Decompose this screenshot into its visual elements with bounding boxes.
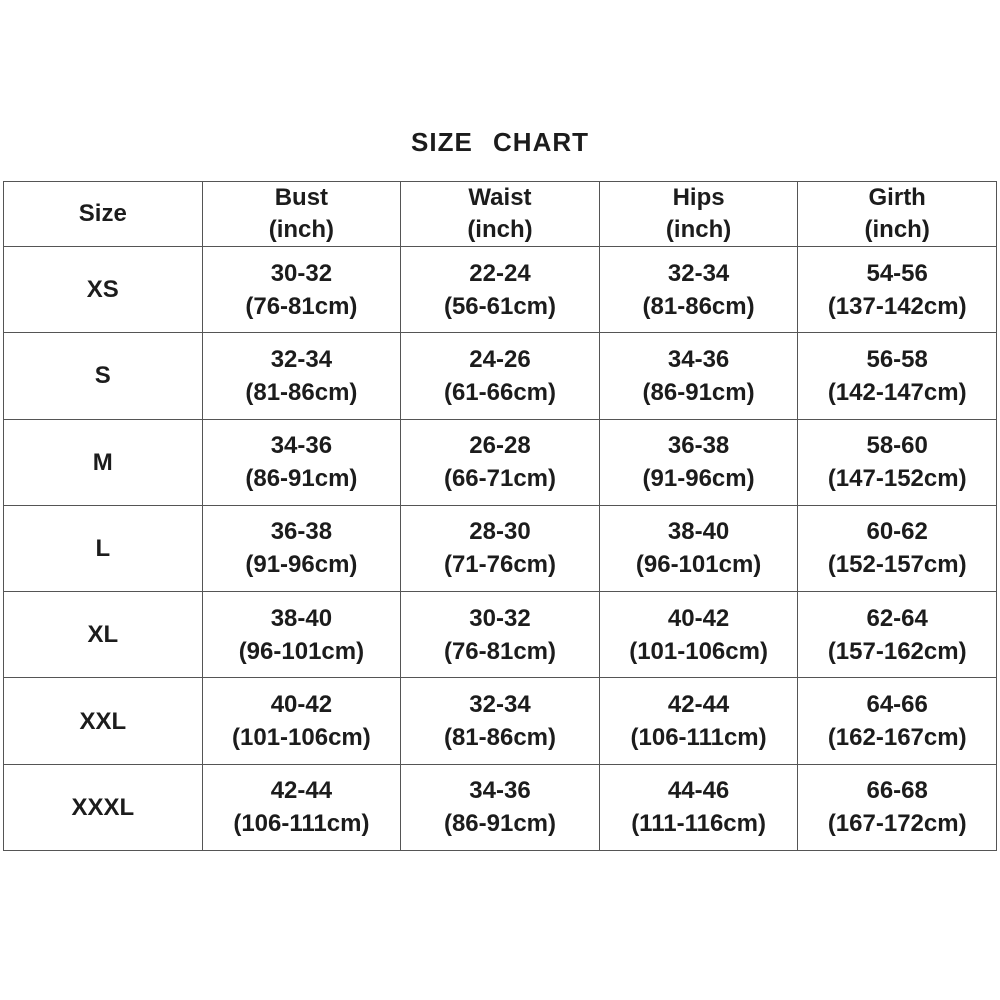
measurement-line: 22-24 [469, 259, 531, 287]
measurement-line: 36-38 [270, 518, 333, 546]
measurement-line: 24-26 [469, 345, 531, 373]
measurement-cell [599, 419, 798, 505]
measurement-line: (106-111cm) [233, 810, 370, 838]
column-header-line: Girth [868, 184, 926, 211]
measurement-line: (96-101cm) [238, 637, 365, 665]
measurement-cell [599, 505, 798, 591]
measurement-line: 34-36 [469, 777, 531, 805]
size-label-text: S [94, 362, 111, 390]
measurement-line: 56-58 [866, 345, 928, 373]
measurement-line: (56-61cm) [443, 292, 557, 320]
measurement-line: (91-96cm) [642, 465, 755, 493]
measurement-line: (76-81cm) [443, 637, 557, 665]
column-header-line: (inch) [268, 216, 335, 243]
measurement-cell [798, 247, 997, 333]
measurement-line: (101-106cm) [629, 637, 768, 665]
measurement-cell [202, 764, 401, 850]
measurement-cell [202, 247, 401, 333]
column-header [401, 182, 600, 247]
measurement-line: 40-42 [270, 691, 333, 719]
size-label-text: XXXL [71, 793, 135, 821]
measurement-line: 34-36 [270, 432, 333, 460]
measurement-line: 38-40 [270, 604, 333, 632]
measurement-line: (61-66cm) [443, 378, 557, 406]
measurement-cell [202, 592, 401, 678]
measurement-cell [401, 505, 600, 591]
size-label [4, 764, 203, 850]
measurement-line: 40-42 [667, 604, 730, 632]
measurement-cell [798, 678, 997, 764]
measurement-line: (76-81cm) [245, 292, 358, 320]
column-header-line: Waist [468, 184, 532, 211]
measurement-line: 26-28 [469, 432, 531, 460]
measurement-line: 60-62 [866, 518, 928, 546]
column-header-line: (inch) [467, 216, 533, 243]
page-title: SIZE CHART [411, 127, 589, 157]
measurement-line: 32-34 [469, 691, 531, 719]
measurement-line: (81-86cm) [642, 292, 755, 320]
measurement-cell [401, 678, 600, 764]
table-row [4, 592, 997, 678]
table-row [4, 505, 997, 591]
measurement-line: (106-111cm) [630, 724, 767, 752]
measurement-line: (157-162cm) [827, 637, 967, 665]
measurement-cell [798, 764, 997, 850]
size-label [4, 247, 203, 333]
measurement-line: 64-66 [866, 691, 928, 719]
size-label [4, 678, 203, 764]
measurement-line: (81-86cm) [443, 724, 557, 752]
table-header [4, 182, 997, 247]
header-row [4, 182, 997, 247]
measurement-line: (152-157cm) [827, 551, 967, 579]
column-header-line: Size [78, 200, 127, 227]
measurement-line: (91-96cm) [245, 551, 358, 579]
measurement-line: 38-40 [667, 518, 730, 546]
table-row [4, 333, 997, 419]
table-body [4, 247, 997, 851]
measurement-line: 42-44 [667, 691, 730, 719]
measurement-line: (142-147cm) [827, 378, 967, 406]
measurement-line: 44-46 [667, 777, 730, 805]
size-chart-table [3, 181, 997, 851]
table-row [4, 764, 997, 850]
measurement-line: (137-142cm) [827, 292, 967, 320]
measurement-line: (86-91cm) [642, 378, 755, 406]
measurement-cell [202, 505, 401, 591]
measurement-line: (86-91cm) [443, 810, 557, 838]
measurement-cell [599, 678, 798, 764]
measurement-line: 34-36 [667, 345, 730, 373]
measurement-cell [202, 678, 401, 764]
size-label [4, 333, 203, 419]
measurement-cell [798, 505, 997, 591]
measurement-line: 30-32 [270, 259, 333, 287]
measurement-line: (96-101cm) [635, 551, 762, 579]
column-header-line: Bust [274, 184, 329, 211]
measurement-cell [599, 764, 798, 850]
size-label-text: XXL [79, 707, 127, 735]
size-label-text: XL [87, 621, 119, 649]
measurement-line: (167-172cm) [827, 810, 967, 838]
size-label-text: L [95, 534, 111, 562]
measurement-line: 28-30 [469, 518, 531, 546]
measurement-cell [401, 333, 600, 419]
measurement-line: (147-152cm) [827, 465, 967, 493]
measurement-cell [798, 333, 997, 419]
measurement-cell [401, 592, 600, 678]
measurement-line: 30-32 [469, 604, 531, 632]
measurement-cell [401, 247, 600, 333]
measurement-line: 36-38 [667, 432, 730, 460]
measurement-cell [202, 419, 401, 505]
measurement-line: 58-60 [866, 432, 928, 460]
table-row [4, 678, 997, 764]
measurement-line: (71-76cm) [443, 551, 557, 579]
measurement-line: 42-44 [270, 777, 333, 805]
column-header-line: (inch) [665, 216, 732, 243]
measurement-line: (66-71cm) [443, 465, 557, 493]
measurement-cell [798, 592, 997, 678]
table-row [4, 419, 997, 505]
measurement-cell [401, 764, 600, 850]
measurement-line: (111-116cm) [631, 810, 766, 838]
measurement-cell [599, 592, 798, 678]
size-label-text: M [92, 448, 113, 476]
measurement-line: (81-86cm) [245, 378, 358, 406]
measurement-cell [599, 247, 798, 333]
column-header-line: (inch) [864, 216, 930, 243]
column-header [202, 182, 401, 247]
measurement-cell [401, 419, 600, 505]
measurement-line: 54-56 [866, 259, 928, 287]
column-header [599, 182, 798, 247]
column-header [4, 182, 203, 247]
measurement-cell [599, 333, 798, 419]
column-header [798, 182, 997, 247]
size-label-text: XS [86, 276, 119, 304]
measurement-line: (101-106cm) [232, 724, 371, 752]
measurement-line: (86-91cm) [245, 465, 358, 493]
measurement-line: 32-34 [667, 259, 730, 287]
measurement-cell [202, 333, 401, 419]
measurement-line: 66-68 [866, 777, 928, 805]
column-header-line: Hips [672, 184, 725, 211]
size-label [4, 592, 203, 678]
measurement-line: 32-34 [270, 345, 333, 373]
measurement-cell [798, 419, 997, 505]
size-label [4, 419, 203, 505]
table-row [4, 247, 997, 333]
size-label [4, 505, 203, 591]
measurement-line: 62-64 [866, 604, 928, 632]
measurement-line: (162-167cm) [827, 724, 967, 752]
